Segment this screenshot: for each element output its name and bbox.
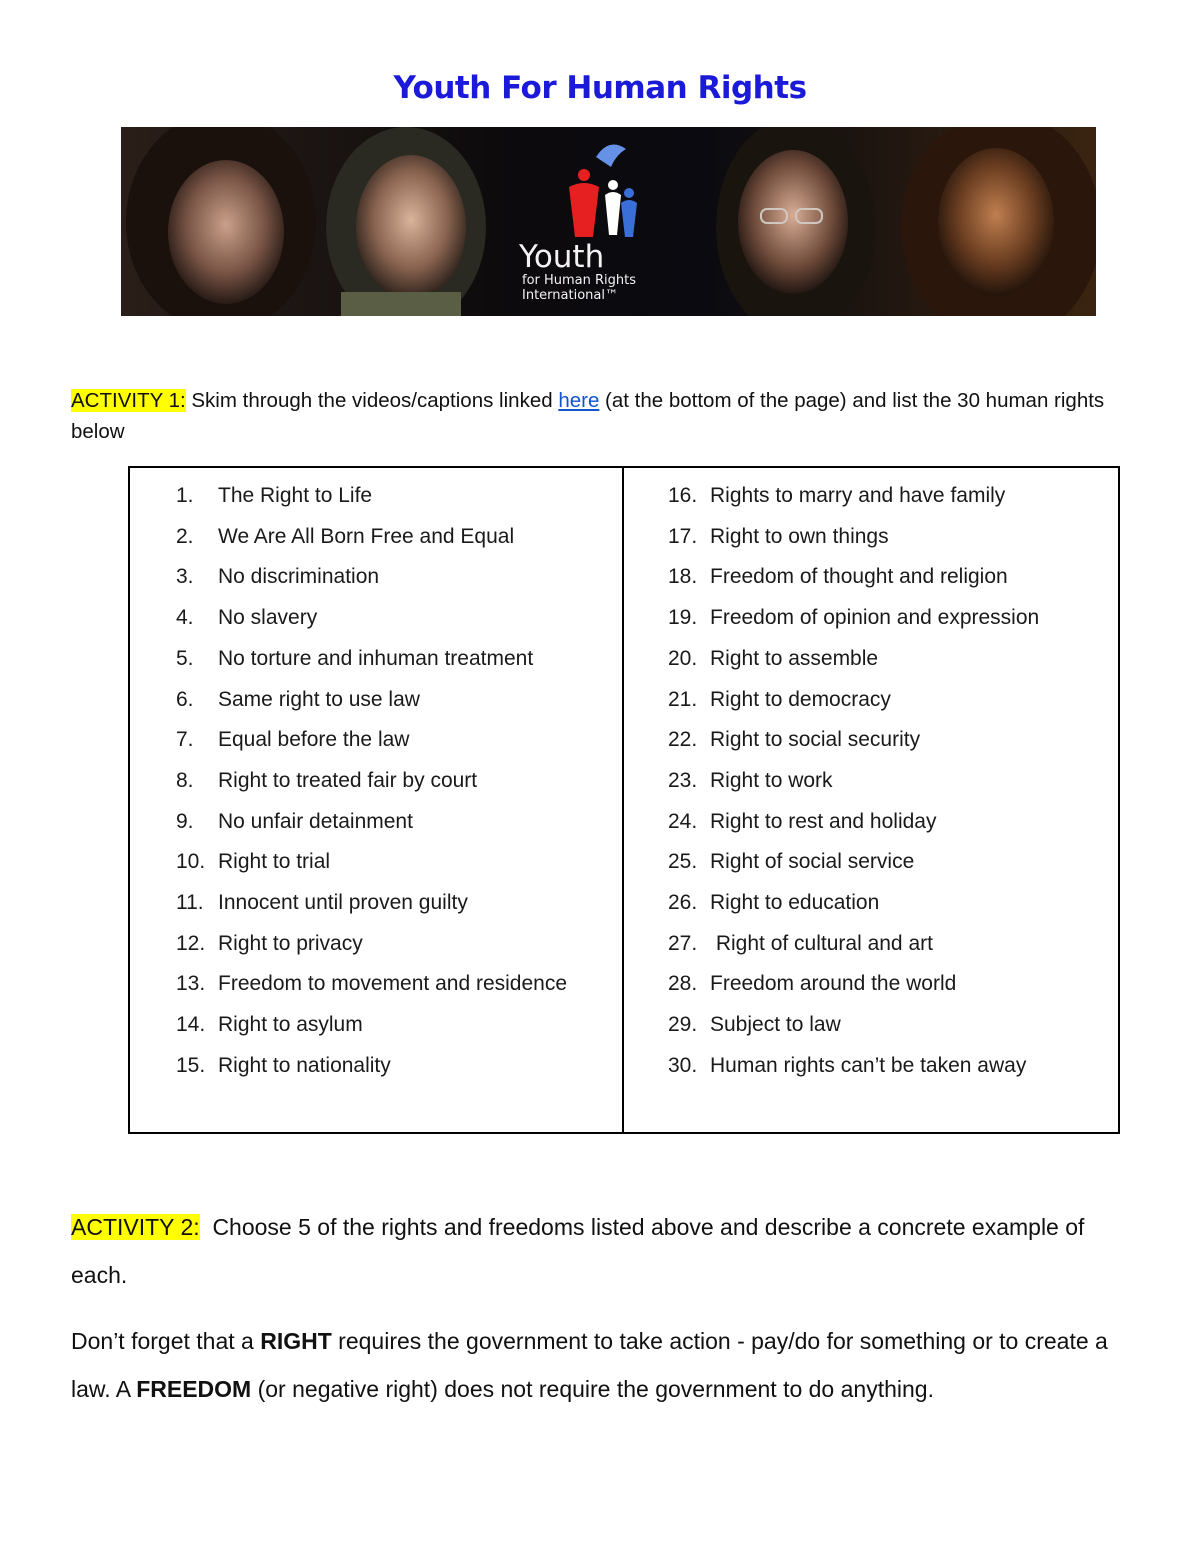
note-part-3: (or negative right) does not require the government to do anything. — [251, 1376, 934, 1402]
list-item-text: No torture and inhuman treatment — [218, 646, 534, 670]
list-item-text: Freedom around the world — [710, 972, 957, 996]
list-item — [176, 517, 567, 558]
list-item — [668, 802, 1039, 843]
list-item-text: Right to democracy — [710, 687, 891, 711]
list-item-text: Equal before the law — [218, 728, 410, 752]
list-item-number: 21. — [668, 687, 698, 711]
list-item-number: 9. — [176, 809, 194, 833]
activity-2-label: ACTIVITY 2: — [71, 1214, 200, 1240]
list-item-text: Right to own things — [710, 524, 889, 548]
list-item — [176, 1046, 567, 1087]
list-item-number: 18. — [668, 565, 698, 589]
list-item-number: 2. — [176, 524, 194, 548]
list-item-number: 22. — [668, 728, 698, 752]
list-item-text: The Right to Life — [218, 484, 373, 507]
list-item — [668, 842, 1039, 883]
list-item-text: Same right to use law — [218, 687, 420, 711]
list-item-text: Right to rest and holiday — [710, 809, 937, 833]
list-item — [668, 924, 1039, 965]
list-item-text: Freedom to movement and residence — [218, 972, 568, 996]
activity-2-instructions — [71, 1203, 1141, 1299]
list-item-number: 10. — [176, 850, 206, 874]
list-item — [176, 680, 567, 721]
banner-logo-word: Youth — [519, 239, 605, 275]
banner-logo-line2: International™ — [522, 288, 618, 303]
list-item-text: Freedom of thought and religion — [710, 565, 1008, 589]
banner-image — [121, 127, 1096, 316]
list-item-number: 26. — [668, 891, 698, 915]
list-item — [176, 639, 567, 680]
list-item-text: Right to asylum — [218, 1013, 363, 1037]
list-item-number: 30. — [668, 1053, 698, 1077]
list-item — [668, 476, 1039, 517]
list-item — [668, 639, 1039, 680]
list-item-text: Freedom of opinion and expression — [710, 606, 1040, 630]
banner-logo — [519, 241, 636, 303]
list-item-number: 20. — [668, 646, 698, 670]
list-item — [176, 761, 567, 802]
list-item-number: 14. — [176, 1013, 206, 1037]
list-item-number: 25. — [668, 850, 698, 874]
list-item-text: Innocent until proven guilty — [218, 891, 468, 915]
rights-list-right — [668, 476, 1039, 1087]
list-item-text: Right to work — [710, 768, 833, 792]
list-item — [176, 802, 567, 843]
list-item-number: 29. — [668, 1013, 698, 1037]
page-title: Youth For Human Rights — [393, 70, 807, 106]
right-vs-freedom-note — [71, 1317, 1141, 1413]
list-item — [668, 761, 1039, 802]
list-item-text: Right to assemble — [710, 646, 879, 670]
activity-1-text-before: Skim through the videos/captions linked — [185, 389, 559, 412]
list-item — [176, 557, 567, 598]
list-item-number: 15. — [176, 1053, 206, 1077]
list-item-text: Right to trial — [218, 850, 331, 874]
list-item — [176, 883, 567, 924]
list-item-number: 13. — [176, 972, 206, 996]
rights-list-left — [176, 476, 567, 1087]
rights-column-left — [130, 468, 624, 1132]
list-item-number: 11. — [176, 891, 204, 915]
list-item-text: Right of social service — [710, 850, 915, 874]
list-item-number: 5. — [176, 646, 194, 670]
list-item-text: Right to treated fair by court — [218, 768, 478, 792]
list-item-text: Right to nationality — [218, 1053, 391, 1077]
rights-column-right — [624, 468, 1118, 1132]
list-item-text: Right to social security — [710, 728, 921, 752]
list-item-text: Right to education — [710, 891, 880, 915]
list-item-number: 1. — [176, 484, 194, 507]
list-item-text: We Are All Born Free and Equal — [218, 524, 515, 548]
activity-1-label: ACTIVITY 1: — [71, 389, 186, 412]
note-right-term: RIGHT — [260, 1328, 332, 1354]
list-item-text: Right of cultural and art — [710, 931, 933, 955]
list-item — [668, 1005, 1039, 1046]
list-item-text: Subject to law — [710, 1013, 841, 1037]
activity-2-text: Choose 5 of the rights and freedoms listed above and describe a concrete example of each. — [71, 1214, 1091, 1288]
list-item — [176, 476, 567, 517]
activity-1-instructions — [71, 385, 1131, 447]
list-item-number: 16. — [668, 484, 698, 507]
note-part-2: requires the government to take action - pay/do for something or to create a law. A — [71, 1328, 1108, 1402]
list-item-number: 17. — [668, 524, 698, 548]
here-link[interactable]: here — [558, 389, 600, 412]
list-item-text: No unfair detainment — [218, 809, 413, 833]
list-item-text: No slavery — [218, 606, 318, 630]
list-item — [176, 598, 567, 639]
list-item-number: 28. — [668, 972, 698, 996]
list-item-number: 7. — [176, 728, 194, 752]
list-item-text: Rights to marry and have family — [710, 484, 1006, 507]
list-item — [668, 598, 1039, 639]
list-item-number: 6. — [176, 687, 194, 711]
note-part-1: Don’t forget that a — [71, 1328, 261, 1354]
activity-1-text-after: (at the bottom of the page) and list the 30 human rights below — [71, 389, 1105, 443]
list-item — [668, 964, 1039, 1005]
note-freedom-term: FREEDOM — [136, 1376, 252, 1402]
list-item — [668, 557, 1039, 598]
list-item-text: Right to privacy — [218, 931, 363, 955]
list-item-number: 19. — [668, 606, 698, 630]
list-item-number: 8. — [176, 768, 194, 792]
list-item-number: 3. — [176, 565, 194, 589]
list-item-number: 12. — [176, 931, 206, 955]
rights-table — [128, 466, 1120, 1134]
list-item-text: Human rights can’t be taken away — [710, 1053, 1027, 1077]
list-item — [176, 1005, 567, 1046]
list-item — [668, 517, 1039, 558]
list-item — [668, 883, 1039, 924]
list-item-number: 24. — [668, 809, 698, 833]
list-item — [668, 720, 1039, 761]
list-item-number: 4. — [176, 606, 194, 630]
list-item — [176, 964, 567, 1005]
list-item — [668, 680, 1039, 721]
list-item-number: 27. — [668, 931, 698, 955]
banner-logo-line1: for Human Rights — [522, 273, 637, 288]
list-item — [176, 842, 567, 883]
list-item — [176, 924, 567, 965]
list-item-number: 23. — [668, 768, 698, 792]
list-item — [176, 720, 567, 761]
list-item — [668, 1046, 1039, 1087]
list-item-text: No discrimination — [218, 565, 380, 589]
